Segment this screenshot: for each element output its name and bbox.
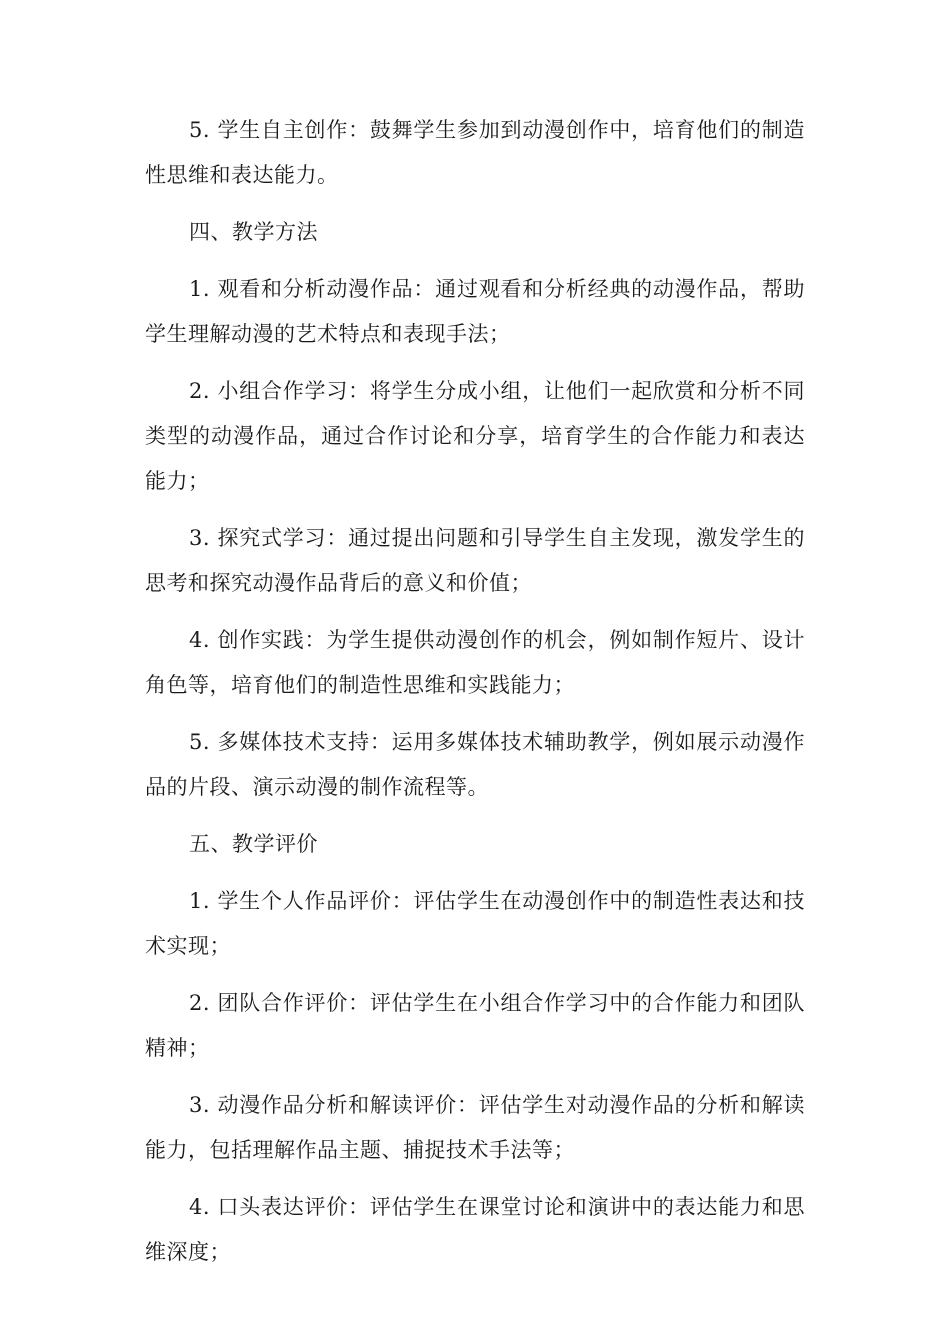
paragraph-evaluation-1: 1. 学生个人作品评价：评估学生在动漫创作中的制造性表达和技术实现； bbox=[145, 889, 805, 958]
paragraph-method-5: 5. 多媒体技术支持：运用多媒体技术辅助教学，例如展示动漫作品的片段、演示动漫的制作流程等。 bbox=[145, 730, 805, 799]
paragraph-method-3: 3. 探究式学习：通过提出问题和引导学生自主发现，激发学生的思考和探究动漫作品背后的意义和价值； bbox=[145, 526, 805, 595]
paragraph-method-1: 1. 观看和分析动漫作品：通过观看和分析经典的动漫作品，帮助学生理解动漫的艺术特点和表现手法； bbox=[145, 277, 805, 346]
section-heading-teaching-evaluation: 五、教学评价 bbox=[189, 832, 318, 856]
paragraph-method-2: 2. 小组合作学习：将学生分成小组，让他们一起欣赏和分析不同类型的动漫作品，通过合作讨论和分享，培育学生的合作能力和表达能力； bbox=[145, 379, 805, 493]
paragraph-evaluation-2: 2. 团队合作评价：评估学生在小组合作学习中的合作能力和团队精神； bbox=[145, 991, 805, 1060]
paragraph-evaluation-3: 3. 动漫作品分析和解读评价：评估学生对动漫作品的分析和解读能力，包括理解作品主题、捕捉技术手法等； bbox=[145, 1093, 805, 1162]
paragraph-item-5-creation: 5. 学生自主创作：鼓舞学生参加到动漫创作中，培育他们的制造性思维和表达能力。 bbox=[145, 118, 805, 187]
paragraph-evaluation-4: 4. 口头表达评价：评估学生在课堂讨论和演讲中的表达能力和思维深度； bbox=[145, 1195, 805, 1264]
section-heading-teaching-methods: 四、教学方法 bbox=[189, 220, 318, 244]
paragraph-method-4: 4. 创作实践：为学生提供动漫创作的机会，例如制作短片、设计角色等，培育他们的制造性思维和实践能力； bbox=[145, 628, 805, 697]
document-page bbox=[145, 108, 805, 1287]
